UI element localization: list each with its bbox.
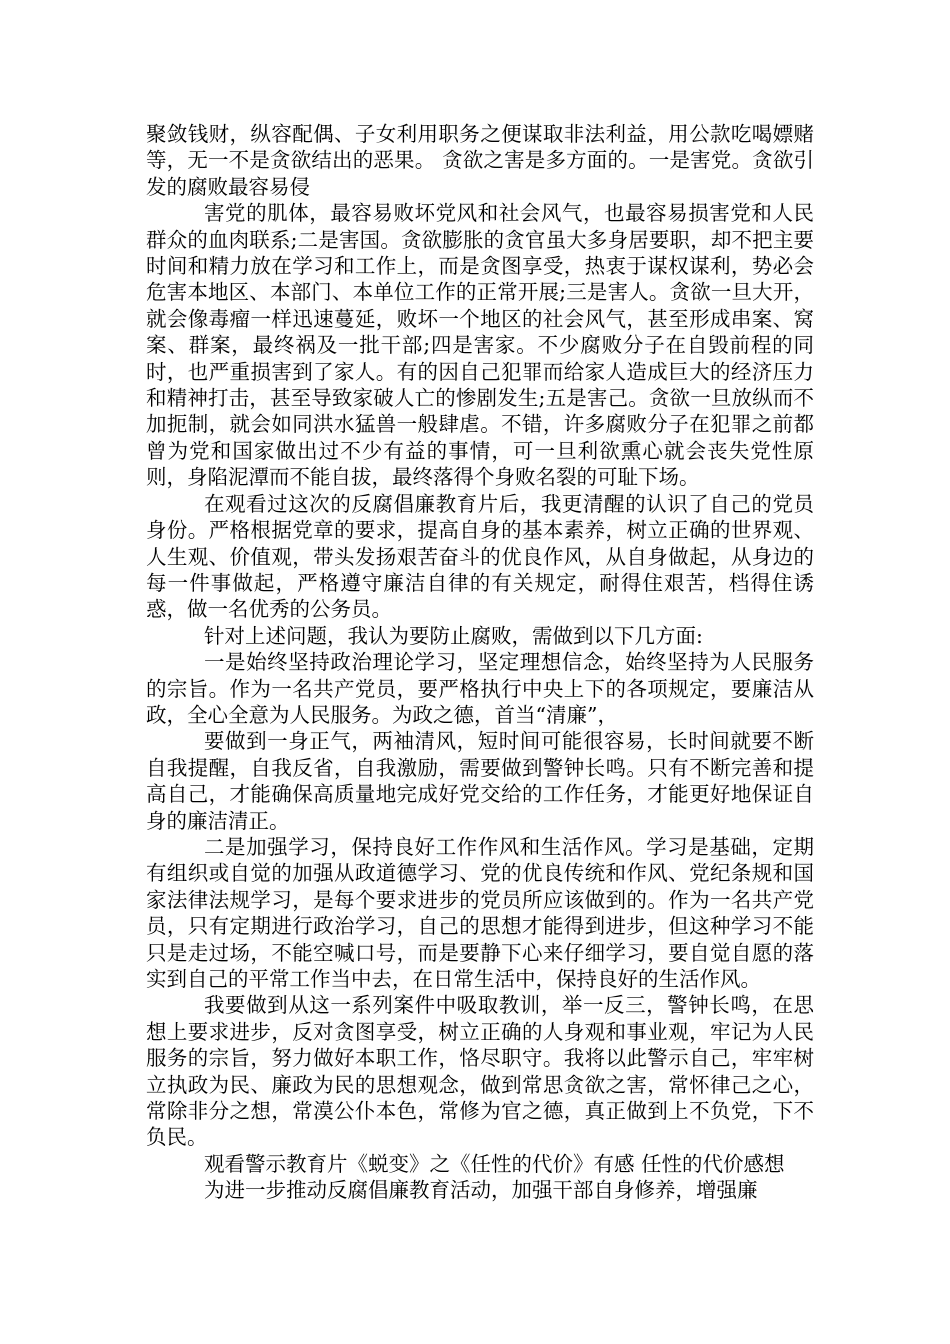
paragraph: 针对上述问题，我认为要防止腐败，需做到以下几方面: (204, 623, 703, 648)
paragraph: 害党的肌体，最容易败坏党风和社会风气，也最容易损害党和人民群众的血肉联系;二是害国。贪欲膨胀的贪官虽大多身居要职，却不把主要时间和精力放在学习和工作上，而是贪图享受，热衷于谋权谋利，势必会危害本地区、本部门、本单位工作的正常开展;三是害人。贪欲一旦大开，就会像毒瘤一样迅速蔓延，败坏一个地区的社会风气，甚至形成串案、窝案、群案，最终祸及一批干部;四是害家。不少腐败分子在自毁前程的同时，也严重损害到了家人。有的因自己犯罪而给家人造成巨大的经济压力和精神打击，甚至导致家破人亡的惨剧发生;五是害己。贪欲一旦放纵而不加扼制，就会如同洪水猛兽一般肆虐。不错，许多腐败分子在犯罪之前都曾为党和国家做出过不少有益的事情，可一旦利欲熏心就会丧失党性原则，身陷泥潭而不能自拔，最终落得个身败名裂的可耻下场。 (146, 201, 814, 490)
section-heading: 观看警示教育片《蜕变》之《任性的代价》有感 任性的代价感想 (204, 1151, 785, 1176)
paragraph: 我要做到从这一系列案件中吸取教训，举一反三，警钟长鸣，在思想上要求进步，反对贪图享受，树立正确的人身观和事业观，牢记为人民服务的宗旨，努力做好本职工作，恪尽职守。我将以此警示自己，牢牢树立执政为民、廉政为民的思想观念，做到常思贪欲之害，常怀律己之心，常除非分之想，常漠公仆本色，常修为官之德，真正做到上不负党，下不负民。 (146, 993, 814, 1150)
paragraph: 聚敛钱财，纵容配偶、子女利用职务之便谋取非法利益，用公款吃喝嫖赌等，无一不是贪欲结出的恶果。 贪欲之害是多方面的。一是害党。贪欲引发的腐败最容易侵 (146, 122, 814, 199)
paragraph: 在观看过这次的反腐倡廉教育片后，我更清醒的认识了自己的党员身份。严格根据党章的要求，提高自身的基本素养，树立正确的世界观、人生观、价值观，带头发扬艰苦奋斗的优良作风，从自身做起，从身边的每一件事做起，严格遵守廉洁自律的有关规定，耐得住艰苦，档得住诱惑，做一名优秀的公务员。 (146, 491, 814, 622)
paragraph: 二是加强学习，保持良好工作作风和生活作风。学习是基础，定期有组织或自觉的加强从政道德学习、党的优良传统和作风、党纪条规和国家法律法规学习，是每个要求进步的党员所应该做到的。作为一名共产党员，只有定期进行政治学习，自己的思想才能得到进步，但这种学习不能只是走过场，不能空喊口号，而是要静下心来仔细学习，要自觉自愿的落实到自己的平常工作当中去，在日常生活中，保持良好的生活作风。 (146, 834, 814, 991)
paragraph: 一是始终坚持政治理论学习，坚定理想信念，始终坚持为人民服务的宗旨。作为一名共产党员，要严格执行中央上下的各项规定，要廉洁从政，全心全意为人民服务。为政之德，首当“清廉”， (146, 650, 814, 727)
paragraph: 为进一步推动反腐倡廉教育活动，加强干部自身修养，增强廉 (204, 1178, 758, 1203)
document-page (146, 121, 814, 1204)
paragraph: 要做到一身正气，两袖清风，短时间可能很容易，长时间就要不断自我提醒，自我反省，自我激励，需要做到警钟长鸣。只有不断完善和提高自己，才能确保高质量地完成好党交给的工作任务，才能更好地保证自身的廉洁清正。 (146, 729, 814, 833)
